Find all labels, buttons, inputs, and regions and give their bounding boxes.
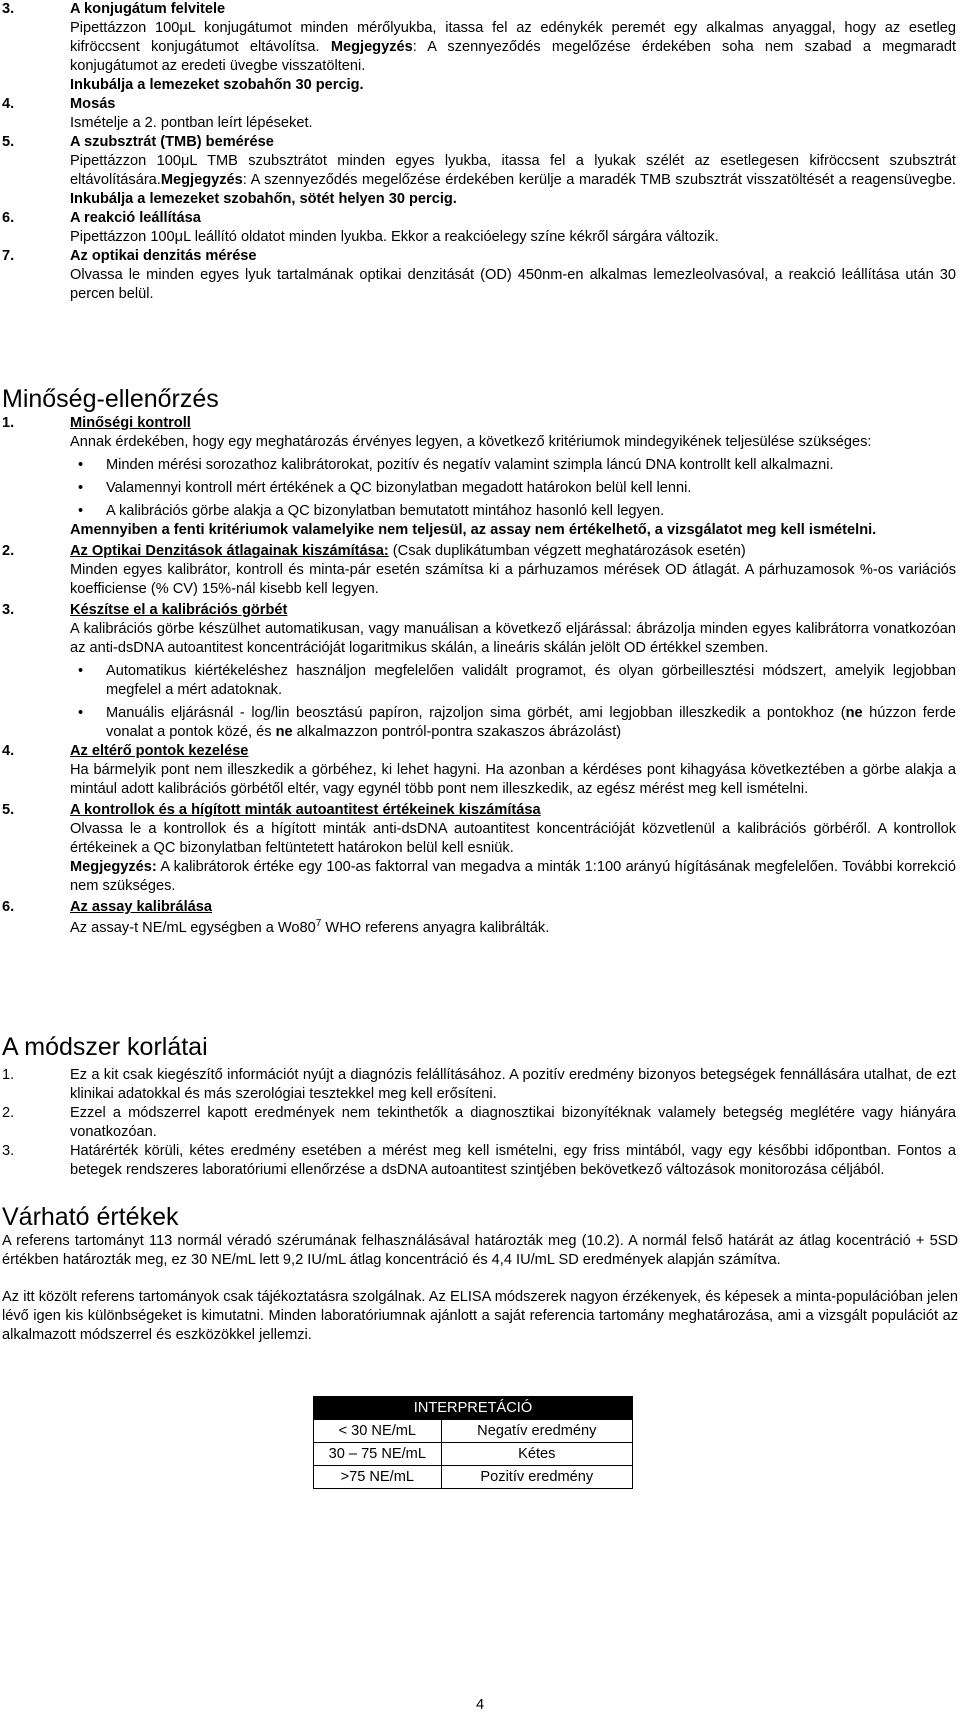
bullet-text-part: húzzon ferde vonalat a pontok közé, és — [106, 705, 956, 740]
bullet-item — [0, 479, 956, 498]
bullet-icon: • — [78, 705, 84, 721]
item-text: Olvassa le a kontrollok és a hígított minták anti-dsDNA autoantitest koncentrációját közvetlenül a kalibrációs görbéről. A kontrollok értékeinek a QC bizonylatban feltüntetett határokon belül kell esniük. — [70, 821, 956, 856]
qc-item-3 — [0, 601, 956, 658]
item-text-part: WHO referens anyagra kalibrálták. — [321, 920, 550, 936]
item-number: 3. — [2, 602, 15, 618]
step-text — [70, 152, 956, 209]
step-6 — [0, 209, 956, 247]
qc-item-2 — [0, 542, 956, 599]
bullet-text — [106, 705, 956, 740]
bullet-icon: • — [78, 663, 84, 679]
bullet-text-part: alkalmazzon pontról-pontra szakaszos ábrázolást) — [292, 724, 622, 740]
step-title: Mosás — [70, 96, 116, 112]
step-number: 3. — [2, 1, 15, 17]
range-cell: 30 – 75 NE/mL — [314, 1443, 442, 1466]
item-number: 2. — [2, 543, 15, 559]
item-text: Annak érdekében, hogy egy meghatározás érvényes legyen, a következő kritériumok mindegyikének teljesülése szükséges: — [70, 434, 872, 450]
qc-item-5 — [0, 801, 956, 896]
step-text: Pipettázzon 100μL leállító oldatot minden lyukba. Ekkor a reakcióelegy színe kékről sárgára változik. — [70, 229, 719, 245]
limitation-item — [0, 1142, 956, 1180]
interpretation-table-wrap — [0, 1396, 960, 1489]
table-row — [314, 1443, 633, 1466]
item-number: 3. — [2, 1143, 15, 1159]
item-text: A kalibrációs görbe készülhet automatikusan, vagy manuálisan a következő eljárással: ábrázolja minden egyes kalibrátorra vonatkozóan az anti-dsDNA autoantitest koncentrációját logaritmikus skálán, a lineáris skálán jelölt OD értékkel szemben. — [70, 621, 956, 656]
item-title: Az assay kalibrálása — [70, 899, 212, 915]
step-text-part: : A szennyeződés megelőzése érdekében soha nem szabad a megmaradt konjugátumot az eredeti üvegbe visszatölteni. — [70, 39, 956, 74]
result-cell: Negatív eredmény — [441, 1420, 632, 1443]
step-text-part: Pipettázzon 100μL TMB szubsztrátot minden egyes lyukba, itassa fel a lyukak szélét az esetlegesen kifröccsent szubsztrát eltávolítására. — [70, 153, 956, 188]
table-row — [314, 1420, 633, 1443]
emphasis: ne — [845, 705, 863, 721]
item-text: Ezzel a módszerrel kapott eredmények nem tekinthetők a diagnosztikai bizonyítéknak valamely betegség meglétére vagy hiányára vonatkozóan. — [70, 1105, 956, 1140]
bullet-icon: • — [78, 457, 84, 473]
bullet-icon: • — [78, 480, 84, 496]
bullet-text: Automatikus kiértékeléshez használjon megfelelően validált programot, és olyan görbeillesztési módszert, amelyik legjobban megfelel a mért adatoknak. — [106, 663, 956, 698]
item-title: Az Optikai Denzitások átlagainak kiszámítása: — [70, 543, 389, 559]
procedure-steps — [0, 0, 956, 304]
bullet-text: Valamennyi kontroll mért értékének a QC bizonylatban megadott határokon belül kell lenni. — [106, 480, 692, 496]
item-text: Ez a kit csak kiegészítő információt nyújt a diagnózis felállításához. A pozitív eredmény bizonyos betegségek fennállására utalhat, de ezt klinikai adatokkal és más szerológiai tesztekkel meg kell erősíteni. — [70, 1067, 956, 1102]
table-row — [314, 1466, 633, 1489]
step-number: 6. — [2, 210, 15, 226]
qc-item-6 — [0, 898, 956, 938]
item-text — [70, 919, 956, 938]
item-number: 1. — [2, 415, 15, 431]
qc-item-1 — [0, 414, 956, 452]
step-3 — [0, 0, 956, 95]
item-title: Készítse el a kalibrációs görbét — [70, 602, 288, 618]
table-header-row — [314, 1397, 633, 1420]
paragraph: Az itt közölt referens tartományok csak tájékoztatásra szolgálnak. Az ELISA módszerek nagyon érzékenyek, és képesek a minta-populációban jelen lévő igen kis különbségeket is kimutatni. Minden laboratóriumnak ajánlott a saját referencia tartomány meghatározása, ami a vizsgált populációt az alkalmazott módszerrel és eszközökkel jellemzi. — [2, 1289, 958, 1343]
bullet-item — [0, 456, 956, 475]
section-heading: A módszer korlátai — [2, 1033, 208, 1061]
range-cell: < 30 NE/mL — [314, 1420, 442, 1443]
bullet-text: A kalibrációs görbe alakja a QC bizonylatban bemutatott mintához hasonló kell legyen. — [106, 503, 665, 519]
item-number: 4. — [2, 743, 15, 759]
note-label: Megjegyzés: — [70, 859, 157, 875]
step-5 — [0, 133, 956, 209]
section-heading: Várható értékek — [2, 1203, 179, 1231]
interpretation-table — [313, 1396, 633, 1489]
note-label: Megjegyzés — [160, 172, 243, 188]
item-number: 5. — [2, 802, 15, 818]
step-text — [70, 19, 956, 76]
item-number: 6. — [2, 899, 15, 915]
bullet-text-part: Manuális eljárásnál - log/lin beosztású papíron, rajzoljon sima görbét, ami legjobban illeszkedik a pontokhoz ( — [106, 705, 846, 721]
item-title-line — [70, 542, 956, 561]
limitation-item — [0, 1104, 956, 1142]
step-number: 4. — [2, 96, 15, 112]
step-title: A szubsztrát (TMB) bemérése — [70, 134, 274, 150]
superscript: 7 — [315, 918, 322, 930]
item-number: 1. — [2, 1067, 15, 1083]
note-text: A kalibrátorok értéke egy 100-as faktorral van megadva a minták 1:100 arányú hígításának megfelelően. További korrekció nem szükséges. — [70, 859, 956, 894]
note-label: Megjegyzés — [330, 39, 413, 55]
bullet-item — [0, 502, 956, 521]
item-title: Minőségi kontroll — [70, 415, 191, 431]
emphasis: ne — [275, 724, 293, 740]
step-title: A reakció leállítása — [70, 210, 201, 226]
bullet-icon: • — [78, 503, 84, 519]
page-number: 4 — [475, 1697, 485, 1713]
limitations-section — [0, 1032, 956, 1180]
step-text-part: : A szennyeződés megelőzése érdekében kerülje a maradék TMB szubsztrát visszatöltését a reagensüvegbe. — [242, 172, 956, 188]
item-title: A kontrollok és a hígított minták autoantitest értékeinek kiszámítása — [70, 802, 541, 818]
bullet-text: Minden mérési sorozathoz kalibrátorokat, pozitív és negatív valamint szimpla láncú DNA kontrollt kell alkalmazni. — [106, 457, 834, 473]
expected-values-section — [0, 1202, 958, 1345]
quality-control-section — [0, 384, 956, 938]
result-cell: Kétes — [441, 1443, 632, 1466]
section-heading: Minőség-ellenőrzés — [2, 385, 219, 413]
step-incubation: Inkubálja a lemezeket szobahőn, sötét helyen 30 percig. — [70, 191, 457, 207]
item-text: Minden egyes kalibrátor, kontroll és minta-pár esetén számítsa ki a párhuzamos mérések OD átlagát. A párhuzamosok %-os variációs koefficiense (% CV) 15%-nál kisebb kell legyen. — [70, 562, 956, 597]
limitation-item — [0, 1066, 956, 1104]
range-cell: >75 NE/mL — [314, 1466, 442, 1489]
paragraph: A referens tartományt 113 normál véradó szérumának felhasználásával határozták meg (10.2). A normál felső határát az átlag kocentráció + 5SD értékben határozták meg, ez 30 NE/mL lett 9,2 IU/mL átlag koncentráció és 4,4 IU/mL SD eredmények alapján számítva. — [2, 1233, 958, 1268]
item-title: Az eltérő pontok kezelése — [70, 743, 249, 759]
result-cell: Pozitív eredmény — [441, 1466, 632, 1489]
bullet-item — [0, 704, 956, 742]
item-text: Ha bármelyik pont nem illeszkedik a görbéhez, ki lehet hagyni. Ha azonban a kérdéses pont kihagyása következtében a görbe alakja a mintául adott kalibrációs görbétől eltér, vagy egynél több pont nem illeszkedik, az egész mérést meg kell ismételni. — [70, 762, 956, 797]
step-title: Az optikai denzitás mérése — [70, 248, 257, 264]
step-incubation: Inkubálja a lemezeket szobahőn 30 percig. — [70, 77, 364, 93]
step-text: Olvassa le minden egyes lyuk tartalmának optikai denzitását (OD) 450nm-en alkalmas lemezleolvasóval, a reakció leállítása után 30 percen belül. — [70, 267, 956, 302]
step-number: 5. — [2, 134, 15, 150]
step-4 — [0, 95, 956, 133]
qc-item-4 — [0, 742, 956, 799]
step-text-part: Pipettázzon 100μL konjugátumot minden mérőlyukba, itassa fel az edénykék peremét egy alkalmas anyaggal, hogy az esetleg kifröccsent konjugátumot eltávolítsa. — [70, 20, 956, 55]
step-number: 7. — [2, 248, 15, 264]
step-7 — [0, 247, 956, 304]
item-number: 2. — [2, 1105, 15, 1121]
step-text: Ismételje a 2. pontban leírt lépéseket. — [70, 115, 313, 131]
step-title: A konjugátum felvitele — [70, 1, 226, 17]
table-header: INTERPRETÁCIÓ — [314, 1397, 633, 1420]
qc-warning: Amennyiben a fenti kritériumok valamelyike nem teljesül, az assay nem értékelhető, a vizsgálatot meg kell ismételni. — [70, 522, 877, 538]
item-text: Határérték körüli, kétes eredmény esetében a mérést meg kell ismételni, egy friss mintából, vagy egy későbbi időpontban. Fontos a betegek rendszeres laboratóriumi ellenőrzése a dsDNA autoantitest szintjében bekövetkező változások monitorozása céljából. — [70, 1143, 956, 1178]
item-note — [70, 858, 956, 896]
item-text-part: Az assay-t NE/mL egységben a Wo80 — [70, 920, 316, 936]
bullet-item — [0, 662, 956, 700]
item-title-note: (Csak duplikátumban végzett meghatározások esetén) — [388, 543, 746, 559]
